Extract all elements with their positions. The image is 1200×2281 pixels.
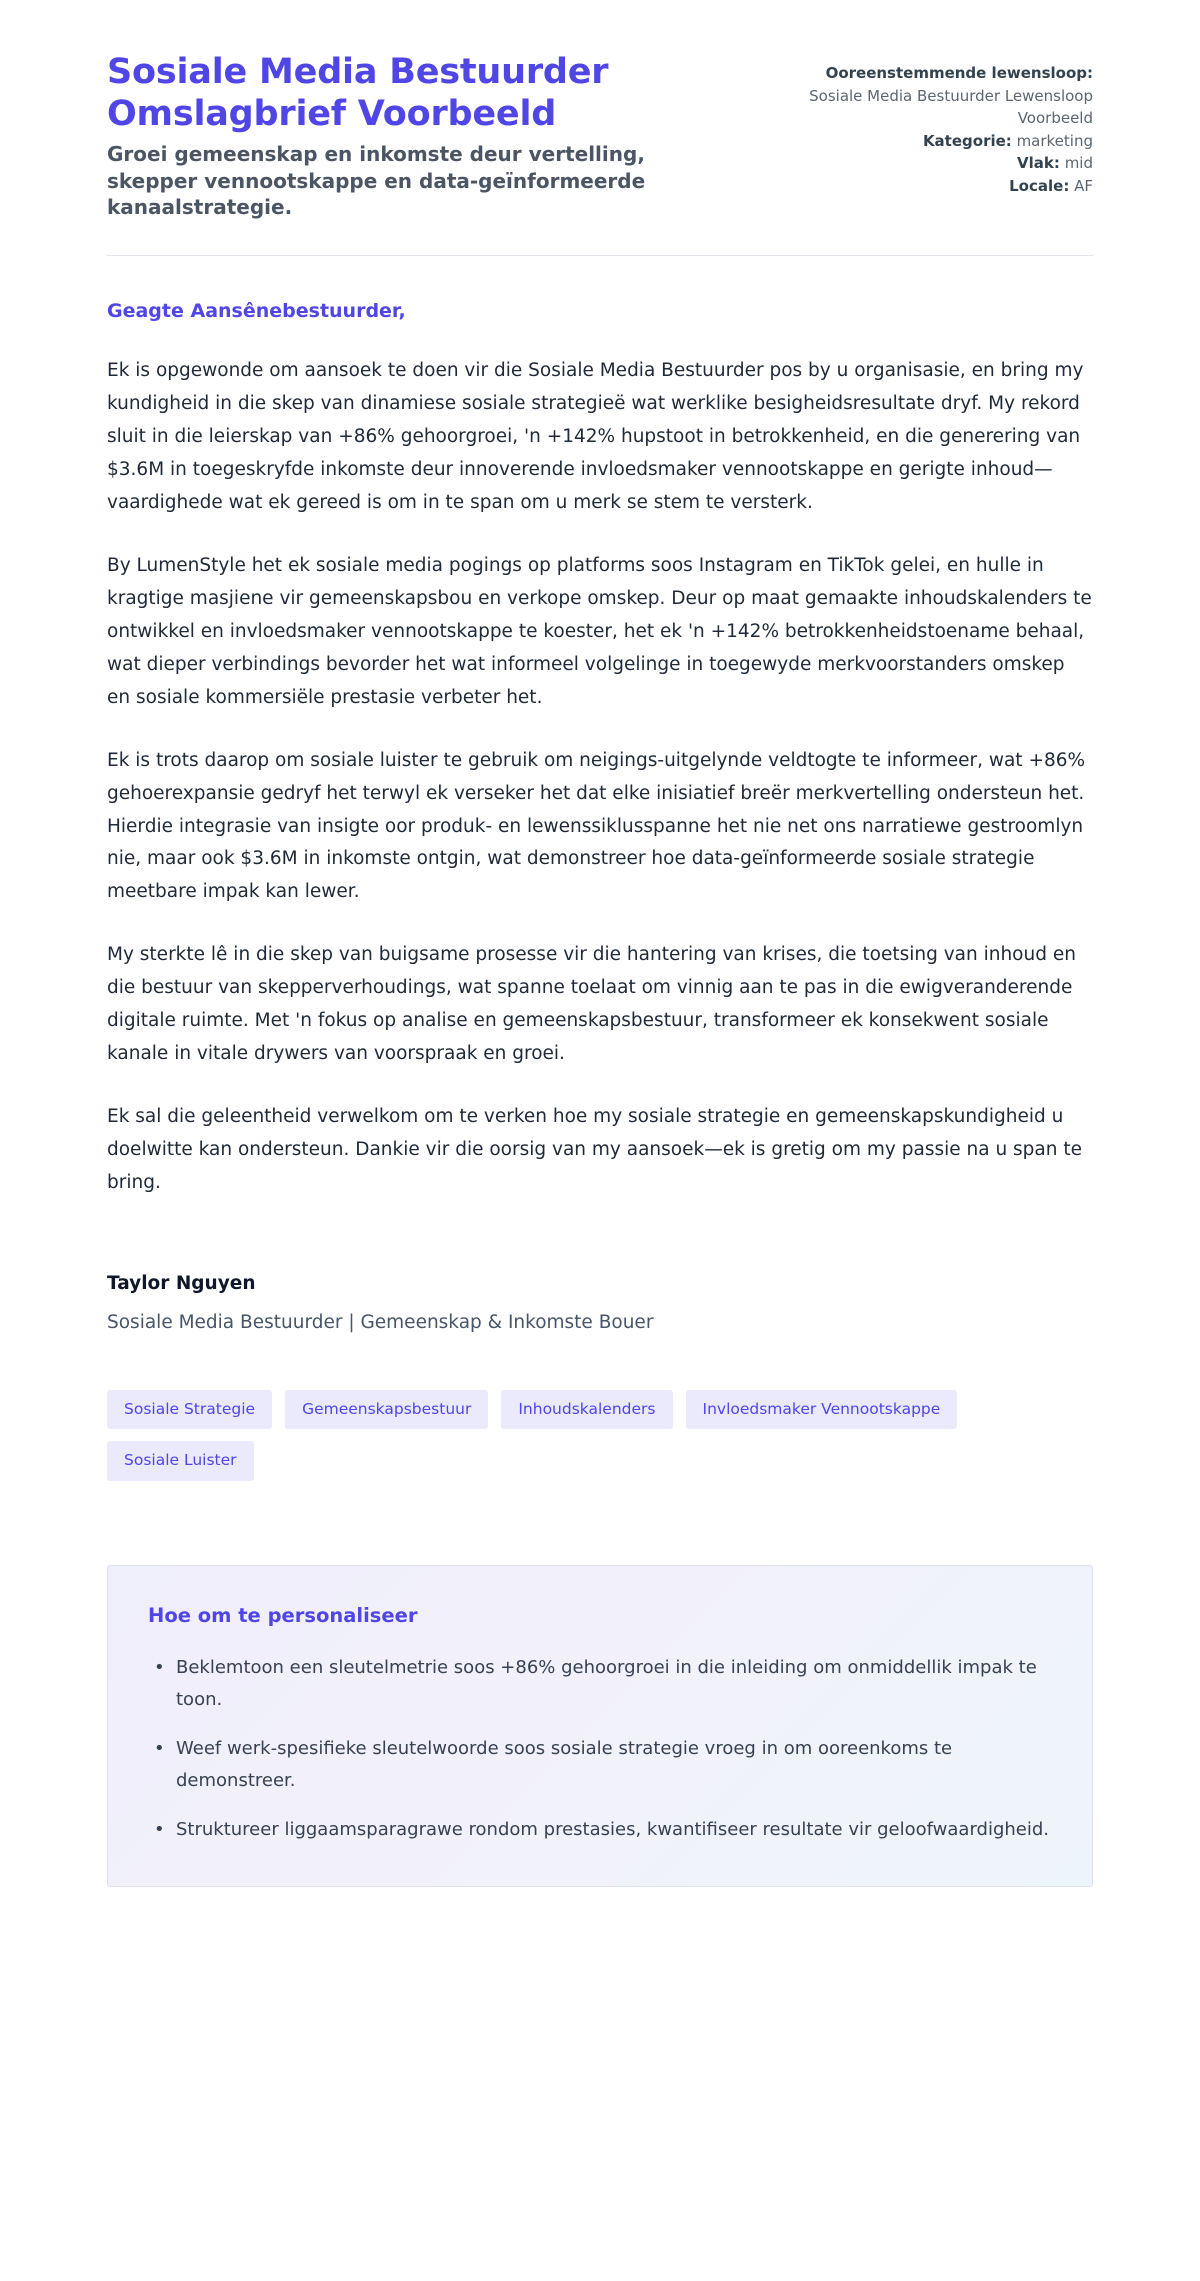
document-metadata (793, 52, 1093, 197)
page-header (107, 0, 1093, 220)
page-title: Sosiale Media Bestuurder Omslagbrief Voorbeeld (107, 52, 609, 134)
signature-role: Sosiale Media Bestuurder | Gemeenskap & Inkomste Bouer (107, 1311, 654, 1333)
letter-paragraph: By LumenStyle het ek sosiale media pogings op platforms soos Instagram en TikTok gelei, en hulle in kragtige masjiene vir gemeenskapsbou en verkope omskep. Deur op maat gemaakte inhoudskalenders te ontwikkel en invloedsmaker vennootskappe te koester, het ek 'n +142% betrokkenheidstoename behaal, wat dieper verbindings bevorder het wat informeel volgelinge in toegewyde merkvoorstanders omskep en sosiale kommersiële prestasie verbeter het. (107, 555, 1092, 708)
meta-locale-label: Locale: (1009, 176, 1070, 195)
meta-matching-resume-label: Ooreenstemmende lewensloop: (825, 64, 1093, 82)
tip-text: Weef werk-spesifieke sleutelwoorde soos sosiale strategie vroeg in om ooreenkoms te demonstreer. (176, 1737, 953, 1791)
list-item (148, 1814, 1052, 1846)
signature-block (107, 1230, 1093, 1333)
meta-locale-value: AF (1074, 176, 1093, 195)
skill-tag[interactable]: Sosiale Luister (107, 1441, 254, 1481)
skill-tag[interactable]: Invloedsmaker Vennootskappe (686, 1390, 958, 1430)
header-title-block (107, 52, 747, 220)
page-subtitle: Groei gemeenskap en inkomste deur vertelling, skepper vennootskappe en data-geïnformeerde kanaalstrategie. (107, 142, 646, 220)
meta-category (793, 130, 1093, 153)
letter-paragraph: Ek is trots daarop om sosiale luister te gebruik om neigings-uitgelynde veldtogte te informeer, wat +86% gehoerexpansie gedryf het terwyl ek verseker het dat elke inisiatief breër merkvertelling ondersteun het. Hierdie integrasie van insigte oor produk- en lewenssiklusspanne het nie net ons narratiewe gestroomlyn nie, maar ook $3.6M in inkomste ontgin, wat demonstreer hoe data-geïnformeerde sosiale strategie meetbare impak kan lewer. (107, 749, 1086, 903)
skill-tag-list (107, 1333, 1027, 1481)
meta-category-label: Kategorie: (922, 131, 1012, 150)
personalization-callout-title: Hoe om te personaliseer (148, 1603, 418, 1627)
tip-text: Beklemtoon een sleutelmetrie soos +86% gehoorgroei in die inleiding om onmiddellik impak te toon. (176, 1656, 1037, 1710)
letter-salutation: Geagte Aansênebestuurder, (107, 300, 406, 323)
meta-level-label: Vlak: (1017, 154, 1060, 172)
meta-locale (793, 175, 1093, 198)
personalization-callout (107, 1565, 1093, 1887)
personalization-tip-list (148, 1652, 1052, 1846)
meta-category-value: marketing (1016, 131, 1093, 150)
skill-tag[interactable]: Gemeenskapsbestuur (285, 1390, 488, 1430)
meta-matching-resume (793, 62, 1093, 130)
letter-paragraph: Ek is opgewonde om aansoek te doen vir die Sosiale Media Bestuurder pos by u organisasie, en bring my kundigheid in die skep van dinamiese sosiale strategieë wat werklike besigheidsresultate dryf. My rekord sluit in die leierskap van +86% gehoorgroei, 'n +142% hupstoot in betrokkenheid, en die generering van $3.6M in toegeskryfde inkomste deur innoverende invloedsmaker vennootskappe en gerigte inhoud—vaardighede wat ek gereed is om in te span om u merk se stem te versterk. (107, 360, 1084, 514)
bullet-icon: • (154, 1656, 165, 1678)
page-bottom-spacer (107, 1887, 1093, 1932)
list-item (148, 1733, 1052, 1797)
signature-name: Taylor Nguyen (107, 1272, 256, 1294)
bullet-icon: • (154, 1818, 165, 1840)
list-item (148, 1652, 1052, 1716)
meta-matching-resume-value: Sosiale Media Bestuurder Lewensloop Voorbeeld (809, 86, 1093, 127)
letter-body (107, 256, 1093, 1199)
letter-paragraph: Ek sal die geleentheid verwelkom om te verken hoe my sosiale strategie en gemeenskapskundigheid u doelwitte kan ondersteun. Dankie vir die oorsig van my aansoek—ek is gretig om my passie na u span te bring. (107, 1105, 1083, 1193)
bullet-icon: • (154, 1737, 165, 1759)
skill-tag[interactable]: Inhoudskalenders (501, 1390, 672, 1430)
letter-paragraph: My sterkte lê in die skep van buigsame prosesse vir die hantering van krises, die toetsing van inhoud en die bestuur van skepperverhoudings, wat spanne toelaat om vinnig aan te pas in die ewigveranderende digitale ruimte. Met 'n fokus op analise en gemeenskapsbestuur, transformeer ek konsekwent sosiale kanale in vitale drywers van voorspraak en groei. (107, 944, 1076, 1065)
meta-level (793, 152, 1093, 175)
meta-level-value: mid (1064, 154, 1093, 172)
skill-tag[interactable]: Sosiale Strategie (107, 1390, 272, 1430)
tip-text: Struktureer liggaamsparagrawe rondom prestasies, kwantifiseer resultate vir geloofwaardigheid. (176, 1818, 1050, 1840)
